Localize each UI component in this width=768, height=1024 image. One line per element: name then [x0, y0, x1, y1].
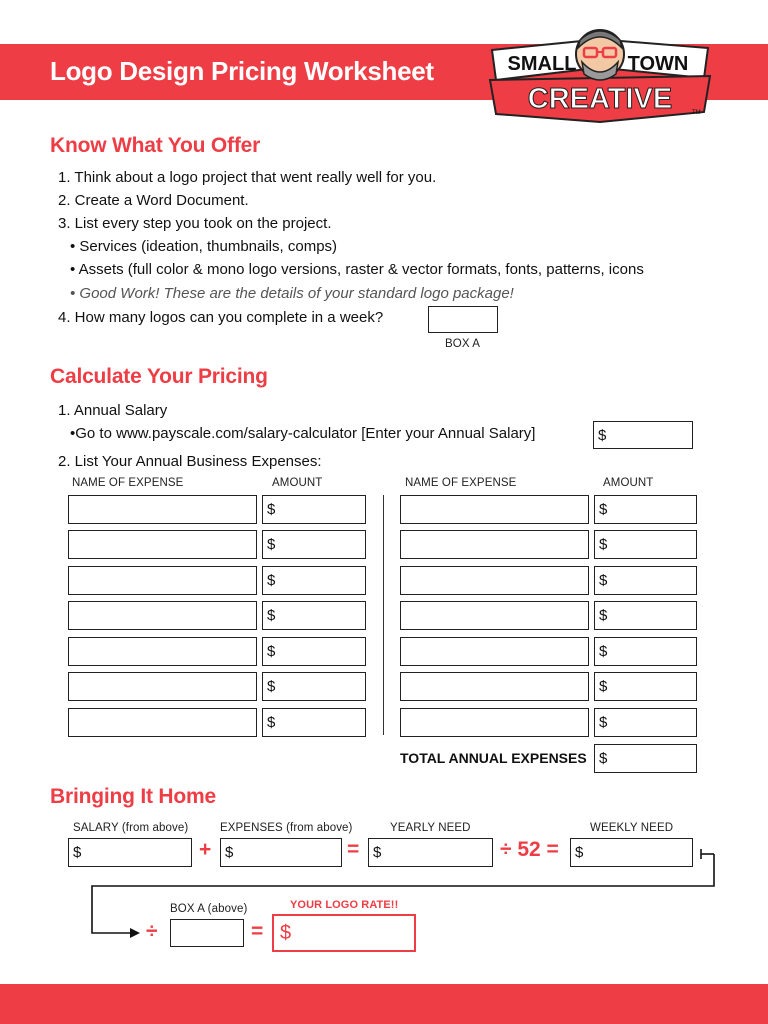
- left-expense-name-6[interactable]: [68, 672, 257, 701]
- section-title-pricing: Calculate Your Pricing: [50, 365, 268, 388]
- expenses-divider: [383, 495, 384, 735]
- svg-text:TOWN: TOWN: [627, 53, 689, 75]
- plus-operator: +: [199, 838, 212, 861]
- right-expense-name-5[interactable]: [400, 637, 589, 666]
- right-expense-amount-7[interactable]: $: [594, 708, 697, 737]
- logo-rate-input[interactable]: $: [272, 914, 416, 952]
- section-title-offer: Know What You Offer: [50, 134, 261, 157]
- left-expense-amount-7[interactable]: $: [262, 708, 366, 737]
- offer-bullet-services: • Services (ideation, thumbnails, comps): [70, 238, 338, 255]
- home-box-a-label: BOX A (above): [170, 903, 248, 915]
- offer-step-4: 4. How many logos can you complete in a week?: [58, 309, 384, 326]
- small-town-creative-logo: [484, 22, 716, 126]
- home-salary-label: SALARY (from above): [73, 822, 189, 834]
- home-expenses-label: EXPENSES (from above): [220, 822, 353, 834]
- right-expense-name-7[interactable]: [400, 708, 589, 737]
- divide-52-operator: ÷ 52 =: [500, 838, 559, 861]
- home-weekly-input[interactable]: $: [570, 838, 693, 867]
- total-expenses-label: TOTAL ANNUAL EXPENSES: [400, 750, 587, 766]
- annual-salary-input[interactable]: $: [593, 421, 693, 449]
- svg-text:TM: TM: [692, 110, 701, 116]
- box-a-input[interactable]: [428, 306, 498, 333]
- right-expense-amount-6[interactable]: $: [594, 672, 697, 701]
- left-expense-amount-6[interactable]: $: [262, 672, 366, 701]
- home-expenses-input[interactable]: $: [220, 838, 342, 867]
- left-expense-amount-4[interactable]: $: [262, 601, 366, 630]
- offer-bullet-assets: • Assets (full color & mono logo versions, raster & vector formats, fonts, patterns, icons: [70, 261, 644, 278]
- offer-step-1: 1. Think about a logo project that went really well for you.: [58, 169, 437, 186]
- left-expense-amount-5[interactable]: $: [262, 637, 366, 666]
- right-expense-name-4[interactable]: [400, 601, 589, 630]
- home-yearly-label: YEARLY NEED: [390, 822, 471, 834]
- right-expense-name-3[interactable]: [400, 566, 589, 595]
- right-expense-amount-5[interactable]: $: [594, 637, 697, 666]
- left-expense-name-1[interactable]: [68, 495, 257, 524]
- logo-rate-label: YOUR LOGO RATE!!: [290, 899, 399, 911]
- svg-text:SMALL: SMALL: [507, 53, 577, 75]
- home-box-a-input[interactable]: [170, 919, 244, 947]
- expenses-heading: 2. List Your Annual Business Expenses:: [58, 453, 322, 470]
- offer-step-3: 3. List every step you took on the project.: [58, 215, 332, 232]
- right-col-amount-header: AMOUNT: [603, 477, 654, 489]
- offer-step-2: 2. Create a Word Document.: [58, 192, 249, 209]
- salary-instruction: •Go to www.payscale.com/salary-calculator [Enter your Annual Salary]: [70, 425, 536, 442]
- left-col-name-header: NAME OF EXPENSE: [72, 477, 184, 489]
- equals-operator-2: =: [251, 920, 264, 943]
- footer-bar: [0, 984, 768, 1024]
- section-title-home: Bringing It Home: [50, 785, 216, 808]
- salary-heading: 1. Annual Salary: [58, 402, 168, 419]
- left-col-amount-header: AMOUNT: [272, 477, 323, 489]
- home-yearly-input[interactable]: $: [368, 838, 493, 867]
- total-expenses-input[interactable]: $: [594, 744, 697, 773]
- box-a-label: BOX A: [445, 338, 481, 350]
- left-expense-name-5[interactable]: [68, 637, 257, 666]
- left-expense-amount-1[interactable]: $: [262, 495, 366, 524]
- left-expense-amount-2[interactable]: $: [262, 530, 366, 559]
- left-expense-name-2[interactable]: [68, 530, 257, 559]
- right-expense-name-1[interactable]: [400, 495, 589, 524]
- right-expense-amount-2[interactable]: $: [594, 530, 697, 559]
- left-expense-name-7[interactable]: [68, 708, 257, 737]
- right-col-name-header: NAME OF EXPENSE: [405, 477, 517, 489]
- svg-text:CREATIVE: CREATIVE: [527, 83, 673, 115]
- divide-operator: ÷: [146, 920, 158, 943]
- offer-bullet-good-work: • Good Work! These are the details of your standard logo package!: [70, 285, 514, 302]
- home-salary-input[interactable]: $: [68, 838, 192, 867]
- left-expense-amount-3[interactable]: $: [262, 566, 366, 595]
- right-expense-amount-4[interactable]: $: [594, 601, 697, 630]
- left-expense-name-4[interactable]: [68, 601, 257, 630]
- right-expense-name-2[interactable]: [400, 530, 589, 559]
- right-expense-amount-3[interactable]: $: [594, 566, 697, 595]
- right-expense-amount-1[interactable]: $: [594, 495, 697, 524]
- left-expense-name-3[interactable]: [68, 566, 257, 595]
- home-weekly-label: WEEKLY NEED: [590, 822, 674, 834]
- right-expense-name-6[interactable]: [400, 672, 589, 701]
- equals-operator-1: =: [347, 838, 360, 861]
- page-title: Logo Design Pricing Worksheet: [50, 56, 434, 86]
